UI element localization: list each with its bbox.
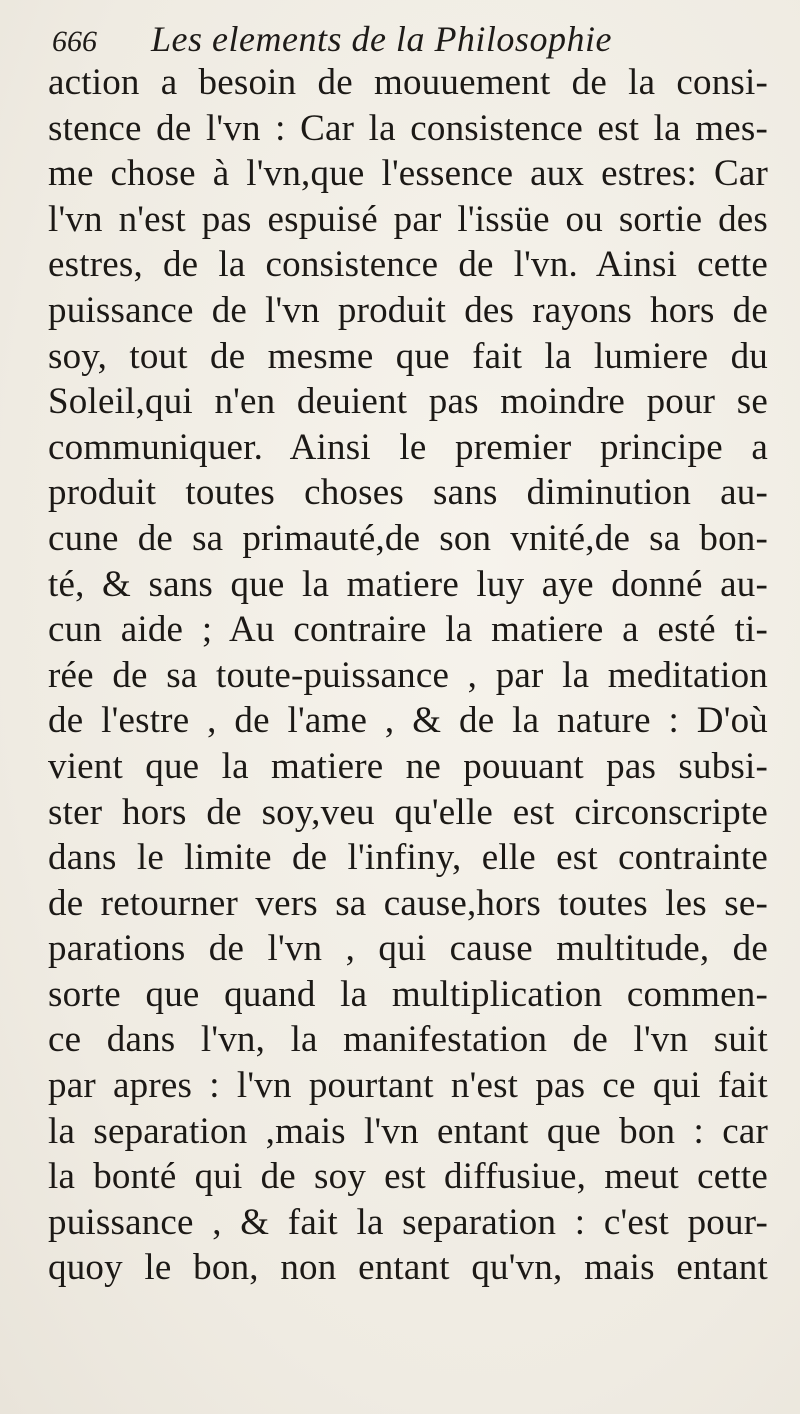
text-line: communiquer. Ainsi le premier principe a	[48, 426, 768, 468]
text-line: de l'estre , de l'ame , & de la nature : D'où	[48, 700, 768, 742]
text-line: Soleil,qui n'en deuient pas moindre pour se	[48, 381, 768, 423]
text-line: action a besoin de mouuement de la consi-	[48, 62, 768, 103]
text-line: l'vn n'est pas espuisé par l'issüe ou sortie des	[48, 198, 768, 240]
text-line: sorte que quand la multiplication commen-	[48, 973, 768, 1015]
text-line: té, & sans que la matiere luy aye donné au-	[48, 563, 768, 605]
text-line: soy, tout de mesme que fait la lumiere du	[48, 335, 768, 377]
text-line: ce dans l'vn, la manifestation de l'vn suit	[48, 1019, 768, 1061]
text-line: vient que la matiere ne pouuant pas subsi-	[48, 745, 768, 787]
page-number: 666	[52, 25, 97, 58]
text-line: rée de sa toute-puissance , par la meditation	[48, 654, 768, 696]
text-line: cune de sa primauté,de son vnité,de sa bon-	[48, 517, 768, 559]
text-line: de retourner vers sa cause,hors toutes les se-	[48, 882, 768, 924]
text-line: stence de l'vn : Car la consistence est la mes-	[48, 107, 768, 149]
text-line: estres, de la consistence de l'vn. Ainsi cette	[48, 244, 768, 286]
text-line: me chose à l'vn,que l'essence aux estres: Car	[48, 153, 768, 195]
text-line: puissance , & fait la separation : c'est pour-	[48, 1201, 768, 1243]
text-line: la bonté qui de soy est diffusiue, meut cette	[48, 1156, 768, 1198]
text-line: parations de l'vn , qui cause multitude, de	[48, 928, 768, 970]
text-line: dans le limite de l'infiny, elle est contrainte	[48, 837, 768, 879]
body-text	[48, 60, 768, 1291]
running-title: Les elements de la Philosophie	[151, 19, 612, 59]
text-line: cun aide ; Au contraire la matiere a esté ti-	[48, 609, 768, 651]
page-header	[52, 18, 612, 62]
text-line: quoy le bon, non entant qu'vn, mais entant	[48, 1247, 768, 1289]
text-line: par apres : l'vn pourtant n'est pas ce qui fait	[48, 1065, 768, 1107]
text-line: produit toutes choses sans diminution au-	[48, 472, 768, 514]
text-line: puissance de l'vn produit des rayons hors de	[48, 289, 768, 331]
text-line: ster hors de soy,veu qu'elle est circonscripte	[48, 791, 768, 833]
text-line: la separation ,mais l'vn entant que bon : car	[48, 1110, 768, 1152]
